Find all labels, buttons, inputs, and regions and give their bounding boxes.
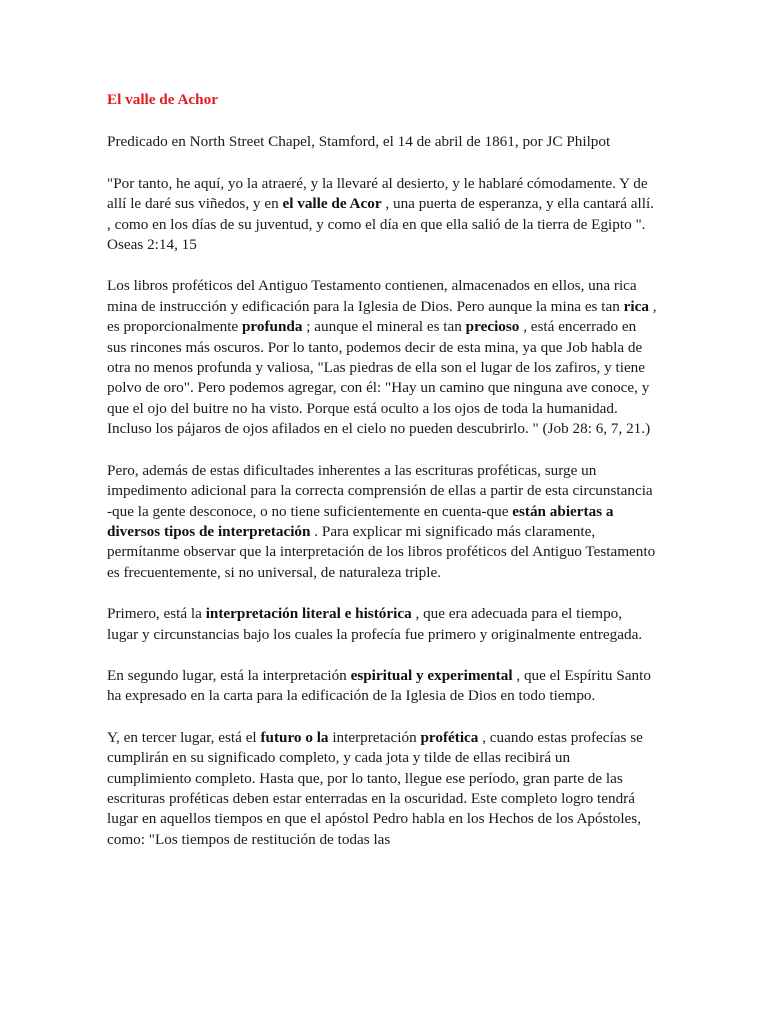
paragraph [107,728,657,850]
paragraph [107,604,657,645]
text-run: Los libros proféticos del Antiguo Testamento contienen, almacenados en ellos, una rica mina de instrucción y edificación para la Iglesia de Dios. Pero aunque la mina es tan [107,277,637,315]
text-run: . Para explicar mi significado más claramente, permítanme observar que la interpretación de los libros proféticos del Antiguo Testamento es frecuentemente, si no universal, de naturaleza triple. [107,522,656,581]
bold-text-run: están abiertas a diversos tipos de interpretación [107,502,614,540]
text-run: Pero, además de estas dificultades inherentes a las escrituras proféticas, surge un impedimento adicional para la correcta comprensión de ellas a partir de esta circunstancia -que la gente desconoce, o no tiene suficientemente en cuenta-que [107,461,653,520]
paragraph [107,174,657,256]
text-run: Primero, está la [107,605,206,623]
text-run: ; aunque el mineral es tan [302,318,466,336]
bold-text-run: el valle de Acor [282,195,382,213]
text-run: , está encerrado en sus rincones más oscuros. Por lo tanto, podemos decir de esta mina, ya que Job habla de otra no menos profunda y valiosa, "Las piedras de ella son el lugar de los zafiros, y tiene polvo de oro". Pero podemos agregar, con él: "Hay un camino que ninguna ave conoce, y que el ojo del buitre no ha visto. Porque está oculto a los ojos de toda la humanidad. Incluso los pájaros de ojos afilados en el cielo no pueden descubrirlo. " (Job 28: 6, 7, 21.) [107,318,651,438]
bold-text-run: espiritual y experimental [350,666,513,684]
bold-text-run: precioso [465,318,520,336]
bold-text-run: interpretación literal e histórica [205,605,412,623]
paragraph [107,666,657,707]
paragraph [107,276,657,439]
text-run: , que era adecuada para el tiempo, lugar y circunstancias bajo los cuales la profecía fue primero y originalmente entregada. [107,605,643,643]
text-run: , es proporcionalmente [107,297,657,336]
text-run: En segundo lugar, está la interpretación [107,666,351,684]
text-run: "Por tanto, he aquí, yo la atraeré, y la llevaré al desierto, y le hablaré cómodamente. Y de allí le daré sus viñedos, y en [107,174,648,213]
document-body [107,132,657,850]
text-run: , que el Espíritu Santo ha expresado en la carta para la edificación de la Iglesia de Dios en todo tiempo. [107,666,651,705]
document-title: El valle de Achor [107,91,218,108]
text-run: interpretación [328,728,421,746]
document-page [107,90,657,871]
text-run: Predicado en North Street Chapel, Stamford, el 14 de abril de 1861, por JC Philpot [107,133,611,151]
paragraph [107,461,657,583]
bold-text-run: futuro o la [260,728,329,746]
paragraph [107,132,657,152]
bold-text-run: profunda [241,318,303,336]
text-run: , una puerta de esperanza, y ella cantará allí. , como en los días de su juventud, y como el día en que ella salió de la tierra de Egipto ". Oseas 2:14, 15 [107,195,654,254]
bold-text-run: profética [420,728,479,746]
text-run: , cuando estas profecías se cumplirán en su significado completo, y cada jota y tilde de ellas recibirá un cumplimiento completo. Hasta que, por lo tanto, llegue ese período, gran parte de las escrituras proféticas deben estar enterradas en la oscuridad. Este completo logro tendrá lugar en aquellos tiempos en que el apóstol Pedro habla en los Hechos de los Apóstoles, como: "Los tiempos de restitución de todas las [107,728,643,848]
text-run: Y, en tercer lugar, está el [107,728,261,746]
bold-text-run: rica [623,297,649,315]
